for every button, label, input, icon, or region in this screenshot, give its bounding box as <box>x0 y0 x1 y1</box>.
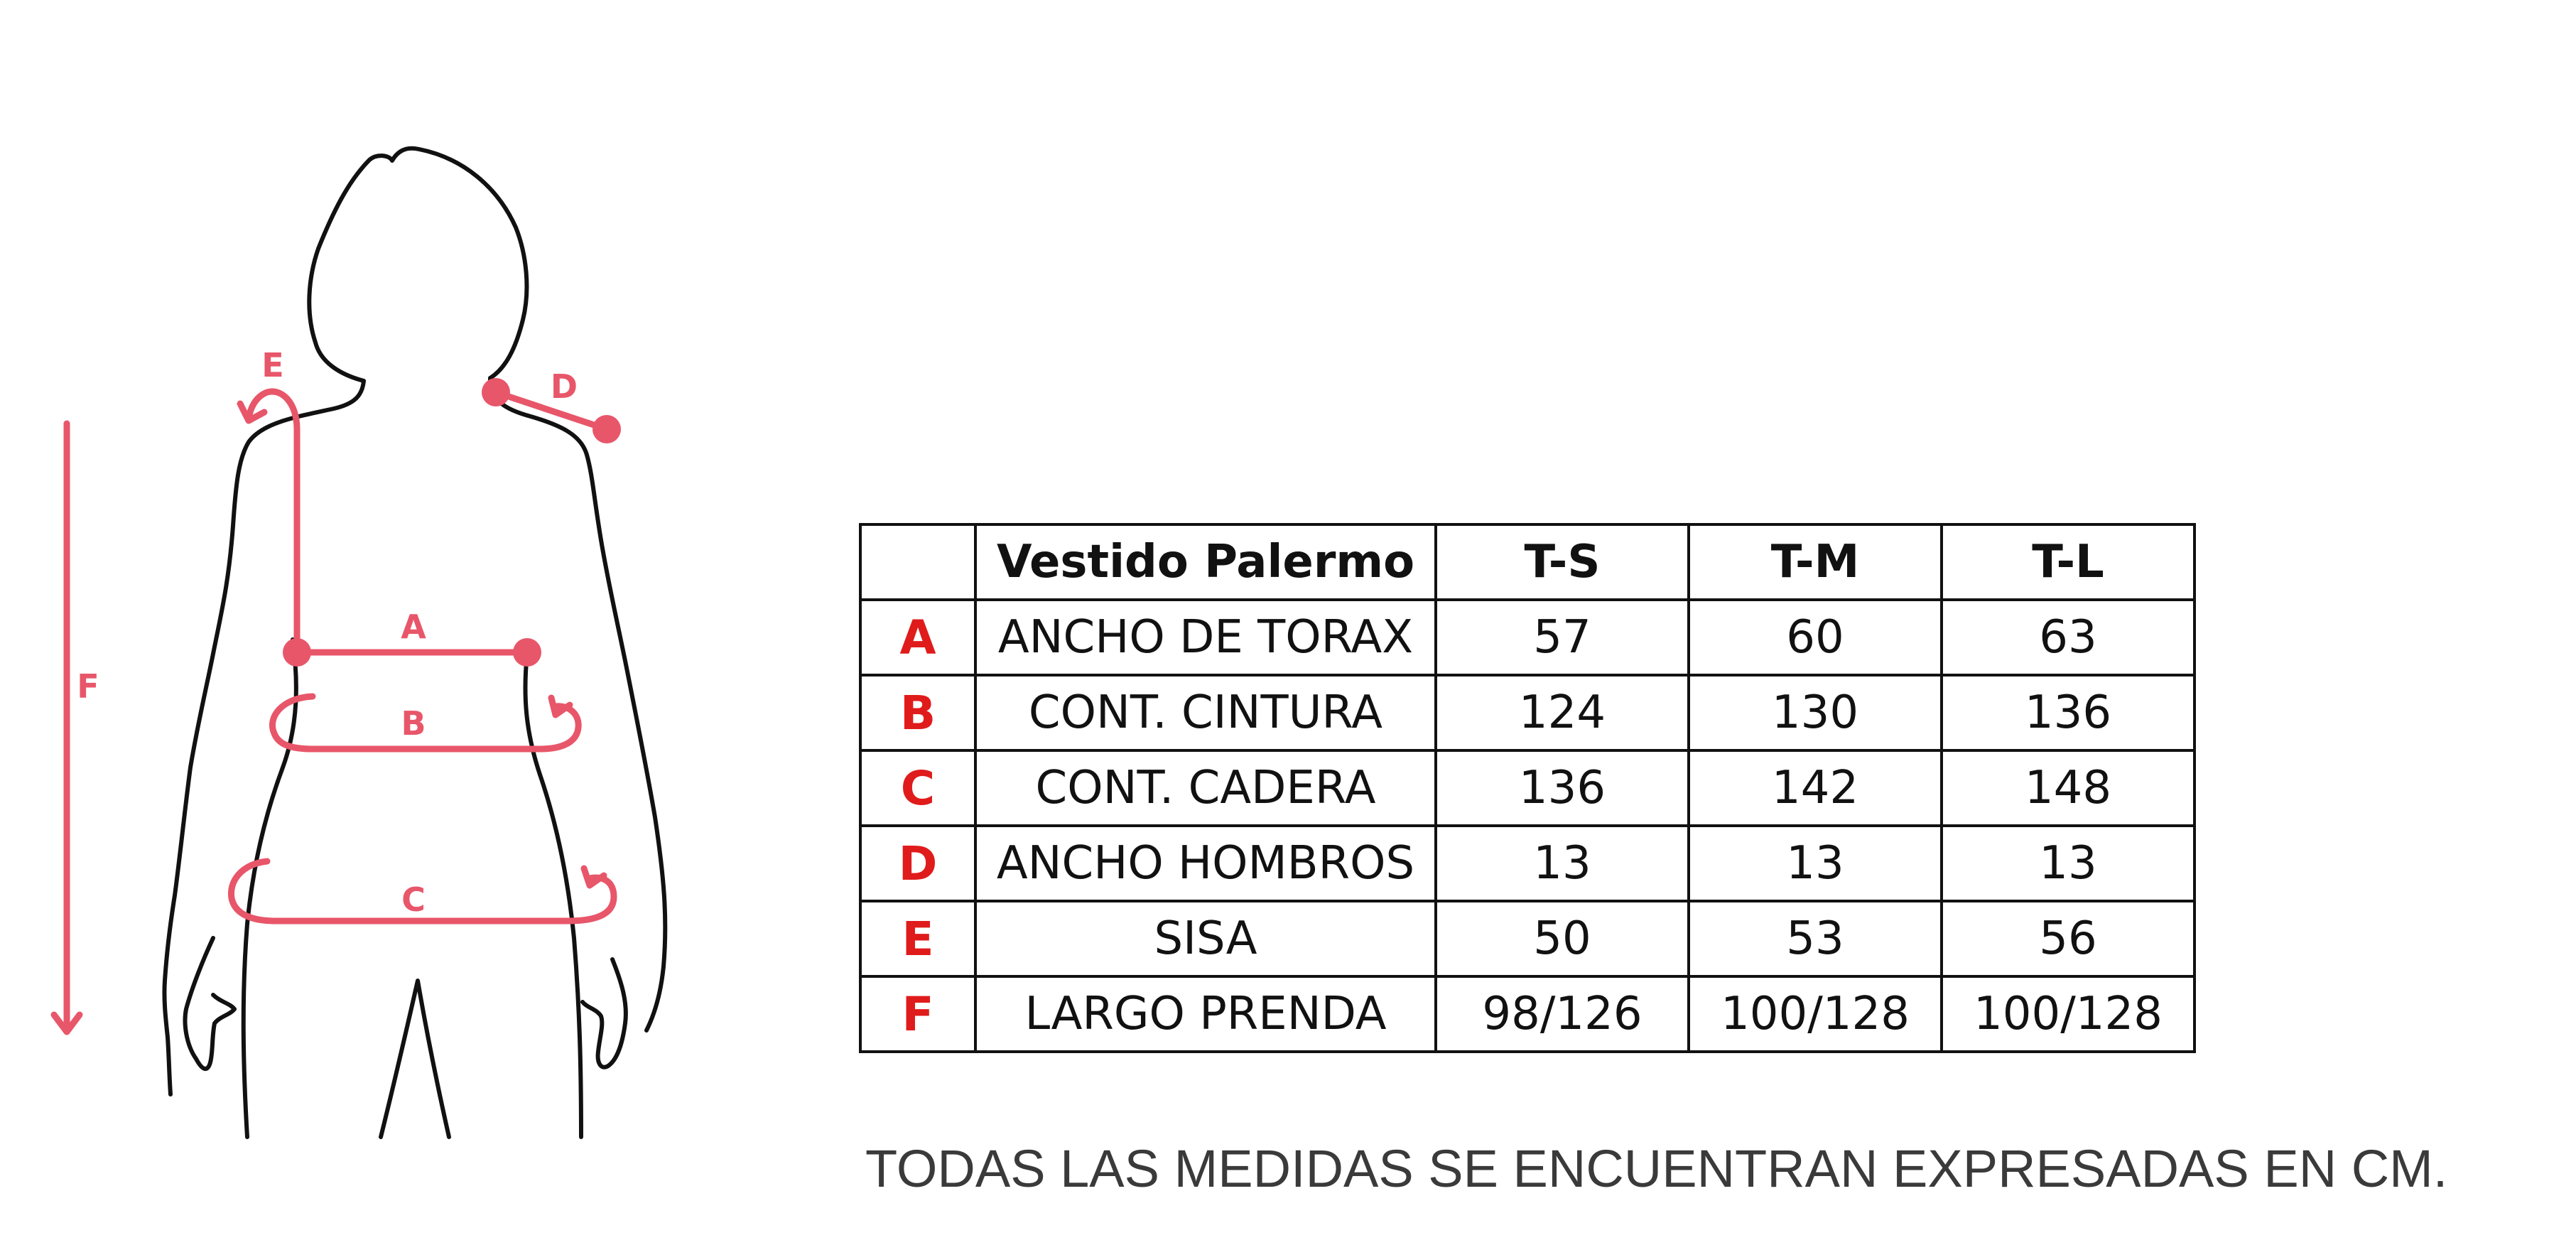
measure-code: B <box>860 675 975 750</box>
measure-value-m: 100/128 <box>1689 976 1942 1052</box>
measure-value-m: 13 <box>1689 826 1942 901</box>
right-hand-outline <box>583 959 626 1067</box>
measure-name: SISA <box>975 901 1436 976</box>
label-e: E <box>261 346 284 384</box>
garment-title: Vestido Palermo <box>975 524 1436 600</box>
measure-value-s: 50 <box>1436 901 1689 976</box>
label-a: A <box>401 608 426 646</box>
table-corner-cell <box>860 524 975 600</box>
head-outline <box>309 149 526 381</box>
measure-value-l: 13 <box>1942 826 2195 901</box>
left-torso-inner <box>244 640 296 1137</box>
measure-code: C <box>860 750 975 826</box>
measure-value-l: 100/128 <box>1942 976 2195 1052</box>
label-b: B <box>401 704 426 743</box>
measure-value-m: 53 <box>1689 901 1942 976</box>
table-row <box>860 826 2195 901</box>
measure-code: F <box>860 976 975 1052</box>
armhole-line <box>249 392 297 652</box>
measure-value-l: 136 <box>1942 675 2195 750</box>
size-chart-table <box>859 523 2196 1053</box>
table-row <box>860 675 2195 750</box>
body-measurement-figure <box>0 0 746 1245</box>
measurement-guides <box>54 378 621 1032</box>
chest-dot-start <box>283 638 311 667</box>
measure-name: CONT. CADERA <box>975 750 1436 826</box>
label-d: D <box>550 367 578 406</box>
table-row <box>860 750 2195 826</box>
measure-name: LARGO PRENDA <box>975 976 1436 1052</box>
measure-value-s: 13 <box>1436 826 1689 901</box>
measure-name: ANCHO HOMBROS <box>975 826 1436 901</box>
shoulder-dot-start <box>482 378 510 406</box>
table-row <box>860 976 2195 1052</box>
units-footnote: TODAS LAS MEDIDAS SE ENCUENTRAN EXPRESADAS EN CM. <box>865 1139 2448 1198</box>
measure-value-l: 56 <box>1942 901 2195 976</box>
measure-value-l: 148 <box>1942 750 2195 826</box>
size-header-l: T-L <box>1942 524 2195 600</box>
label-f: F <box>77 667 99 706</box>
chest-dot-end <box>513 638 541 667</box>
measure-value-m: 142 <box>1689 750 1942 826</box>
measure-code: E <box>860 901 975 976</box>
right-body-outline <box>490 378 665 1030</box>
measure-value-s: 98/126 <box>1436 976 1689 1052</box>
table-header-row <box>860 524 2195 600</box>
measure-code: A <box>860 600 975 675</box>
label-c: C <box>401 880 426 919</box>
leg-gap-outline <box>381 981 449 1137</box>
shoulder-dot-end <box>592 415 621 443</box>
size-header-m: T-M <box>1689 524 1942 600</box>
measure-value-s: 57 <box>1436 600 1689 675</box>
measure-value-m: 130 <box>1689 675 1942 750</box>
table-row <box>860 901 2195 976</box>
measure-value-m: 60 <box>1689 600 1942 675</box>
measure-value-l: 63 <box>1942 600 2195 675</box>
measure-name: ANCHO DE TORAX <box>975 600 1436 675</box>
measure-name: CONT. CINTURA <box>975 675 1436 750</box>
measure-value-s: 124 <box>1436 675 1689 750</box>
measure-code: D <box>860 826 975 901</box>
right-torso-inner <box>525 654 581 1137</box>
size-header-s: T-S <box>1436 524 1689 600</box>
measure-value-s: 136 <box>1436 750 1689 826</box>
measurement-labels <box>77 346 578 919</box>
left-hand-outline <box>185 938 234 1069</box>
table-row <box>860 600 2195 675</box>
